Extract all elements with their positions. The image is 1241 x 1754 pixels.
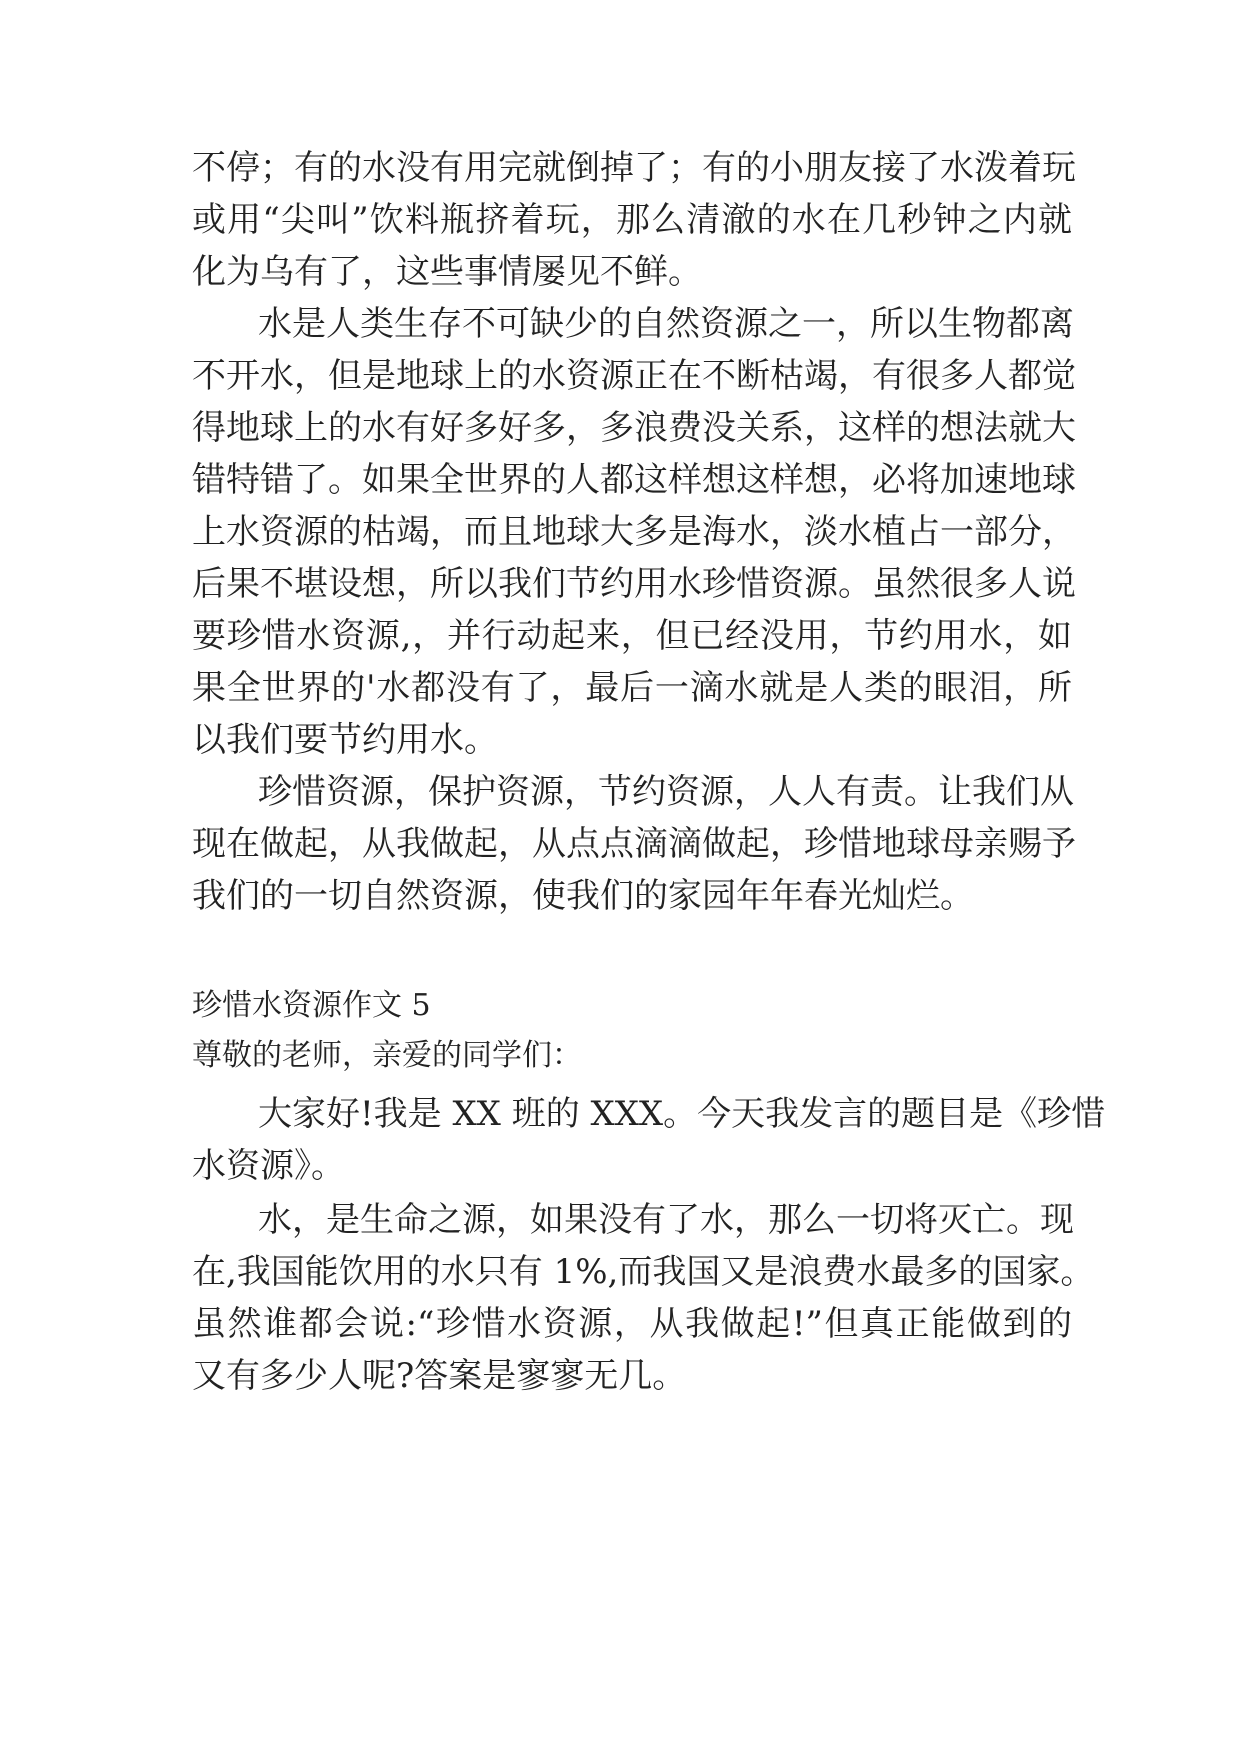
text-line: 得地球上的水有好多好多，多浪费没关系，这样的想法就大 bbox=[192, 408, 1076, 448]
text-line: 虽然谁都会说:“珍惜水资源，从我做起!”但真正能做到的 bbox=[192, 1304, 1072, 1344]
text-line: 水资源》。 bbox=[192, 1146, 345, 1186]
text-line: 以我们要节约用水。 bbox=[192, 720, 498, 760]
text-line: 要珍惜水资源,，并行动起来，但已经没用，节约用水，如 bbox=[192, 616, 1072, 656]
text-line: 果全世界的'水都没有了，最后一滴水就是人类的眼泪，所 bbox=[192, 668, 1072, 708]
text-line: 不停；有的水没有用完就倒掉了；有的小朋友接了水泼着玩 bbox=[192, 148, 1076, 188]
essay-title: 珍惜水资源作文 5 bbox=[192, 988, 431, 1023]
text-line: 或用“尖叫”饮料瓶挤着玩，那么清澈的水在几秒钟之内就 bbox=[192, 200, 1072, 240]
text-line: 后果不堪设想，所以我们节约用水珍惜资源。虽然很多人说 bbox=[192, 564, 1076, 604]
text-line: 我们的一切自然资源，使我们的家园年年春光灿烂。 bbox=[192, 876, 974, 916]
text-line: 在,我国能饮用的水只有 1%,而我国又是浪费水最多的国家。 bbox=[192, 1252, 1095, 1292]
text-line: 又有多少人呢?答案是寥寥无几。 bbox=[192, 1356, 687, 1396]
text-line: 珍惜资源，保护资源，节约资源，人人有责。让我们从 bbox=[258, 772, 1074, 812]
text-line: 水，是生命之源，如果没有了水，那么一切将灭亡。现 bbox=[258, 1200, 1074, 1240]
text-line: 上水资源的枯竭，而且地球大多是海水，淡水植占一部分， bbox=[192, 512, 1076, 552]
text-line: 错特错了。如果全世界的人都这样想这样想，必将加速地球 bbox=[192, 460, 1076, 500]
text-line: 现在做起，从我做起，从点点滴滴做起，珍惜地球母亲赐予 bbox=[192, 824, 1076, 864]
text-line: 化为乌有了，这些事情屡见不鲜。 bbox=[192, 252, 702, 292]
text-line: 大家好!我是 XX 班的 XXX。今天我发言的题目是《珍惜 bbox=[258, 1094, 1106, 1134]
text-line: 不开水，但是地球上的水资源正在不断枯竭，有很多人都觉 bbox=[192, 356, 1076, 396]
salutation: 尊敬的老师，亲爱的同学们： bbox=[192, 1038, 582, 1073]
text-line: 水是人类生存不可缺少的自然资源之一，所以生物都离 bbox=[258, 304, 1074, 344]
